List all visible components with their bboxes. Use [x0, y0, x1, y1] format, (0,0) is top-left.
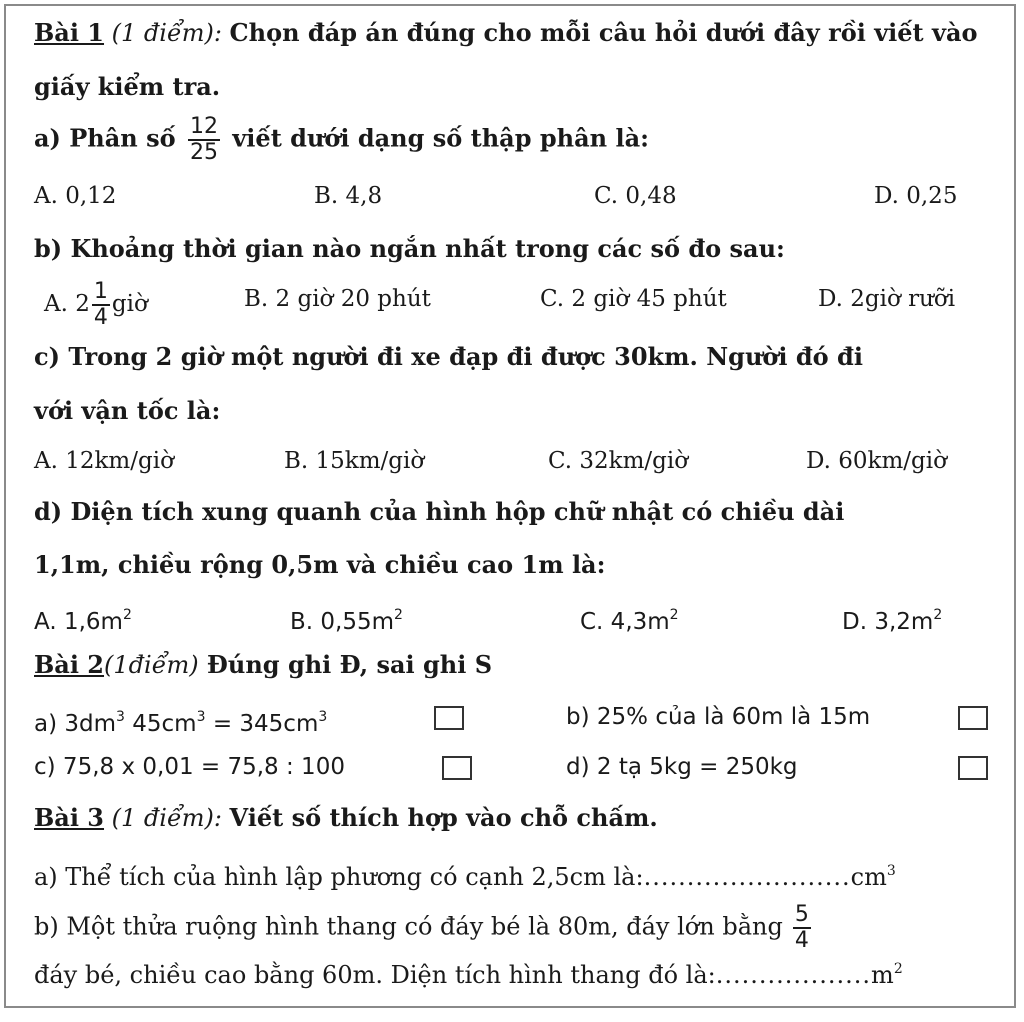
option-d-B[interactable] [290, 600, 403, 637]
option-b-A-post: giờ [111, 291, 148, 317]
bai2-points: (1điểm) [104, 651, 199, 679]
question-c-cont: với vận tốc là: [34, 396, 221, 425]
option-b-A[interactable] [44, 280, 148, 330]
option-b-B[interactable]: B. 2 giờ 20 phút [244, 286, 431, 312]
option-c-D[interactable]: D. 60km/giờ [806, 448, 947, 474]
bai2-a-part2: 45cm [124, 711, 197, 737]
question-b: b) Khoảng thời gian nào ngắn nhất trong các số đo sau: [34, 234, 785, 263]
unit: cm [850, 863, 887, 891]
option-d-C-label: C. 4,3m [580, 609, 670, 635]
option-d-D[interactable] [842, 600, 942, 637]
option-b-D[interactable]: D. 2giờ rưỡi [818, 286, 956, 312]
option-c-C[interactable]: C. 32km/giờ [548, 448, 689, 474]
fraction-1-4 [92, 280, 110, 330]
exponent: 3 [116, 709, 125, 725]
answer-box-b[interactable] [958, 706, 988, 730]
answer-box-a[interactable] [434, 706, 464, 730]
option-d-B-label: B. 0,55m [290, 609, 395, 635]
bai2-heading: Bài 2 [34, 650, 105, 679]
bai2-item-a [34, 702, 327, 739]
bai1-points: (1 điểm): [104, 19, 230, 47]
fraction-12-25 [188, 115, 220, 165]
exponent: 2 [893, 961, 903, 977]
bai3-item-b-cont [34, 954, 903, 990]
option-a-C[interactable]: C. 0,48 [594, 183, 677, 209]
fraction-numerator: 5 [794, 902, 809, 927]
exponent: 2 [933, 607, 943, 623]
bai3-item-a [34, 856, 896, 892]
bai1-instruction: Chọn đáp án đúng cho mỗi câu hỏi dưới đây rồi viết vào [229, 18, 978, 47]
bai3-b-text: b) Một thửa ruộng hình thang có đáy bé là 80m, đáy lớn bằng [34, 912, 783, 941]
bai3-points: (1 điểm): [104, 804, 230, 832]
bai1-title [34, 18, 978, 48]
option-b-A-pre: A. 2 [44, 291, 90, 317]
option-a-D[interactable]: D. 0,25 [874, 183, 958, 209]
answer-box-d[interactable] [958, 756, 988, 780]
bai2-item-d: d) 2 tạ 5kg = 250kg [566, 754, 798, 780]
bai3-title [34, 803, 658, 833]
bai3-b-text2: đáy bé, chiều cao bằng 60m. Diện tích hình thang đó là: [34, 961, 716, 989]
option-d-D-label: D. 3,2m [842, 609, 934, 635]
fraction-numerator: 12 [190, 114, 218, 139]
question-a-pre: a) Phân số [34, 123, 176, 153]
bai1-heading: Bài 1 [34, 18, 105, 47]
option-a-A[interactable]: A. 0,12 [34, 183, 117, 209]
bai3-a-text: a) Thể tích của hình lập phương có cạnh 2,5cm là: [34, 863, 644, 891]
option-b-C[interactable]: C. 2 giờ 45 phút [540, 286, 727, 312]
fraction-numerator: 1 [93, 279, 108, 304]
bai2-instruction: Đúng ghi Đ, sai ghi S [198, 650, 493, 679]
bai2-title [34, 650, 492, 680]
exponent: 3 [196, 709, 206, 725]
fill-in-blank-b[interactable]: .................. [715, 961, 872, 989]
question-a-post: viết dưới dạng số thập phân là: [232, 123, 649, 153]
exponent: 2 [122, 607, 132, 623]
exponent: 3 [886, 863, 896, 879]
question-d: d) Diện tích xung quanh của hình hộp chữ nhật có chiều dài [34, 497, 845, 526]
question-c: c) Trong 2 giờ một người đi xe đạp đi được 30km. Người đó đi [34, 342, 863, 371]
question-a [34, 115, 649, 165]
bai3-item-b [34, 903, 815, 953]
option-d-A[interactable] [34, 600, 132, 637]
option-d-A-label: A. 1,6m [34, 609, 123, 635]
fraction-5-4 [793, 903, 811, 953]
exponent: 2 [669, 607, 679, 623]
fraction-denominator: 4 [794, 928, 809, 953]
bai2-item-c: c) 75,8 x 0,01 = 75,8 : 100 [34, 754, 345, 780]
bai2-a-part3: = 345cm [205, 711, 319, 737]
unit: m [871, 961, 894, 989]
option-d-C[interactable] [580, 600, 679, 637]
question-d-cont: 1,1m, chiều rộng 0,5m và chiều cao 1m là: [34, 550, 606, 579]
fraction-denominator: 4 [93, 305, 108, 330]
answer-box-c[interactable] [442, 756, 472, 780]
option-a-B[interactable]: B. 4,8 [314, 183, 383, 209]
option-c-A[interactable]: A. 12km/giờ [34, 448, 174, 474]
fraction-denominator: 25 [190, 140, 218, 165]
bai1-instruction-cont: giấy kiểm tra. [34, 72, 221, 101]
bai3-heading: Bài 3 [34, 803, 105, 832]
exponent: 2 [394, 607, 403, 623]
bai2-a-part1: a) 3dm [34, 711, 117, 737]
exponent: 3 [318, 709, 328, 725]
bai3-instruction: Viết số thích hợp vào chỗ chấm. [229, 803, 658, 832]
bai2-item-b: b) 25% của là 60m là 15m [566, 704, 871, 730]
fill-in-blank-a[interactable]: ........................ [643, 863, 851, 891]
option-c-B[interactable]: B. 15km/giờ [284, 448, 425, 474]
